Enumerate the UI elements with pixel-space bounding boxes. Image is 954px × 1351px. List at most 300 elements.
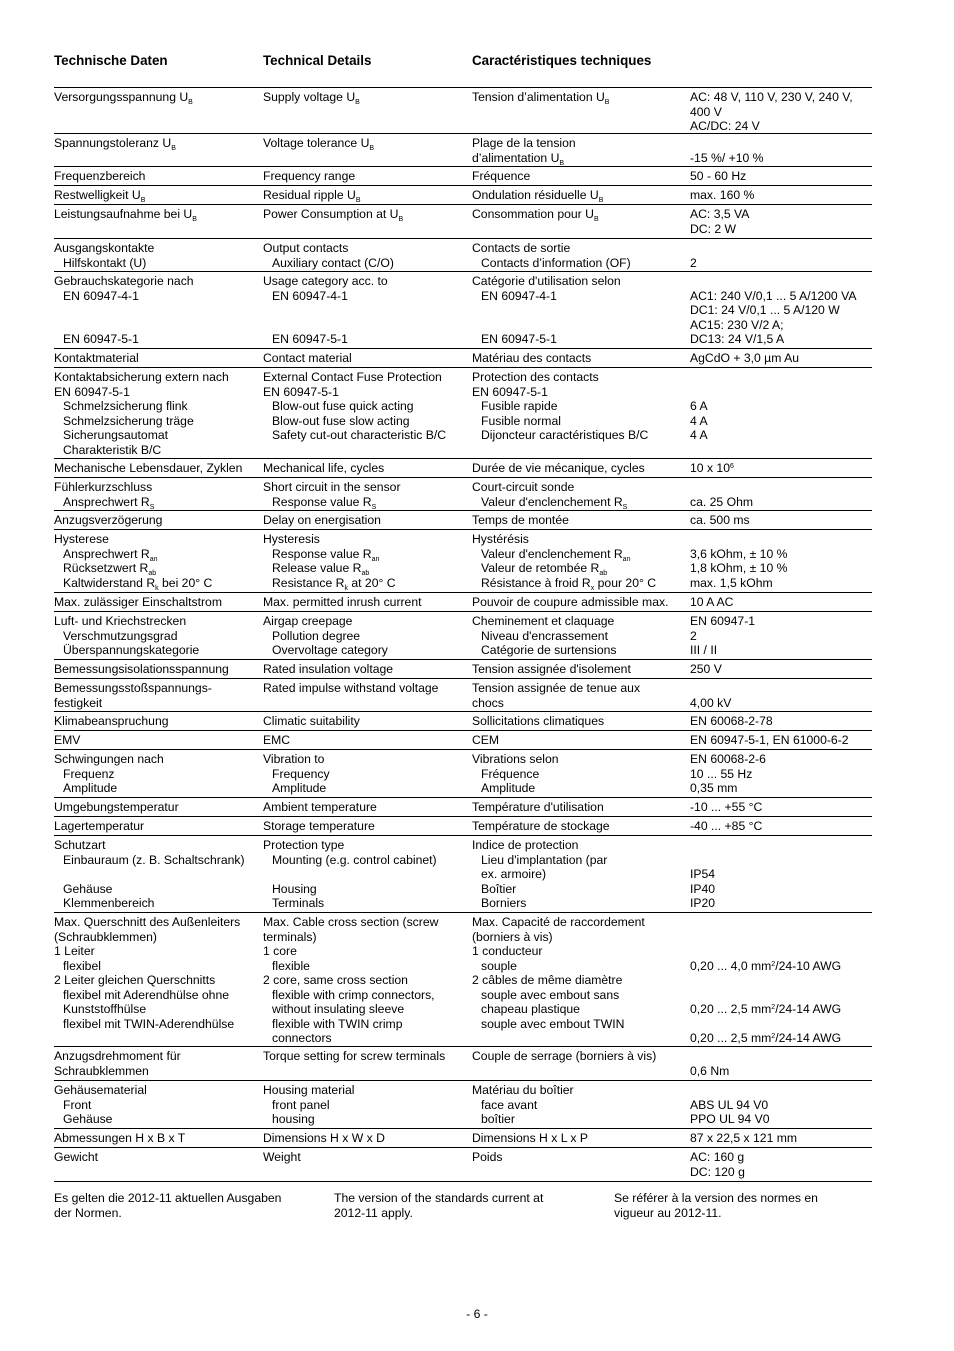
- cell-line: EMC: [263, 733, 291, 747]
- cell-line: Housing material: [263, 1083, 355, 1097]
- cell-french: [472, 614, 617, 658]
- table-row: [54, 167, 872, 186]
- cell-line: Schutzart: [54, 838, 106, 852]
- cell-english: [263, 513, 381, 528]
- cell-value: [690, 915, 841, 1046]
- cell-english: [263, 461, 384, 476]
- cell-line: Einbauraum (z. B. Schaltschrank): [63, 852, 245, 867]
- cell-line: 87 x 22,5 x 121 mm: [690, 1131, 798, 1145]
- cell-french: [472, 188, 603, 203]
- cell-line: Schmelzsicherung flink: [63, 399, 188, 413]
- cell-german: [54, 915, 240, 1031]
- cell-line: Versorgungsspannung $U_B$: [54, 90, 193, 106]
- cell-line: [690, 853, 715, 868]
- cell-line: Kaltwiderstand $R_k$ bei 20° C: [63, 575, 213, 592]
- cell-line: PPO UL 94 V0: [690, 1112, 770, 1126]
- cell-value: [690, 595, 733, 610]
- cell-line: IP54: [690, 867, 716, 881]
- cell-line: Max. Querschnitt des Außenleiters: [54, 915, 241, 929]
- cell-value: [690, 169, 746, 184]
- cell-line: Frequenzbereich: [54, 169, 146, 183]
- cell-french: [472, 800, 604, 815]
- cell-line: Poids: [472, 1150, 503, 1164]
- cell-line: Umgebungstemperatur: [54, 800, 179, 814]
- cell-line: Gebrauchskategorie nach: [54, 274, 194, 288]
- cell-value: [690, 614, 755, 658]
- cell-line: Vibrations selon: [472, 752, 559, 766]
- cell-english: [263, 90, 360, 105]
- header-german: Technische Daten: [54, 53, 168, 68]
- cell-line: Hysteresis: [263, 532, 320, 546]
- cell-english: [263, 733, 290, 748]
- cell-german: [54, 370, 229, 457]
- cell-line: [690, 1049, 729, 1064]
- cell-line: EN 60947-4-1: [63, 288, 139, 303]
- page-number: - 6 -: [466, 1307, 488, 1321]
- table-row: [54, 134, 872, 167]
- cell-line: chapeau plastique: [481, 1002, 580, 1016]
- cell-line: Front: [63, 1097, 92, 1112]
- cell-value: [690, 532, 787, 590]
- cell-line: flexible: [272, 958, 310, 973]
- cell-line: Lagertemperatur: [54, 819, 145, 833]
- cell-line: (Schraubklemmen): [54, 929, 157, 944]
- cell-german: [54, 595, 222, 610]
- cell-line: Usage category acc. to: [263, 274, 388, 288]
- cell-line: Durée de vie mécanique, cycles: [472, 461, 645, 475]
- cell-line: face avant: [481, 1097, 538, 1112]
- cell-line: Rated insulation voltage: [263, 662, 394, 676]
- cell-line: -40 ... +85 °C: [690, 819, 763, 833]
- cell-line: Rücksetzwert $R_{ab}$: [63, 561, 157, 577]
- cell-line: Max. permitted inrush current: [263, 595, 422, 609]
- cell-line: Leistungsaufnahme bei $U_B$: [54, 207, 197, 223]
- cell-line: flexibel mit Aderendhülse ohne: [63, 987, 229, 1002]
- cell-english: [263, 188, 360, 203]
- cell-line: d’alimentation $U_B$: [472, 150, 565, 167]
- cell-line: max. 1,5 kOhm: [690, 575, 773, 590]
- cell-line: Airgap creepage: [263, 614, 353, 628]
- cell-french: [472, 1083, 574, 1127]
- cell-line: Catégorie d'utilisation selon: [472, 274, 621, 288]
- cell-line: Short circuit in the sensor: [263, 480, 401, 494]
- cell-line: Hilfskontakt (U): [63, 255, 147, 270]
- cell-line: Tension assignée d'isolement: [472, 662, 631, 676]
- table-row: [54, 731, 872, 750]
- cell-line: [54, 867, 245, 882]
- cell-line: Climatic suitability: [263, 714, 360, 728]
- cell-german: [54, 838, 245, 911]
- table-row: [54, 660, 872, 679]
- cell-value: [690, 733, 849, 748]
- cell-line: without insulating sleeve: [272, 1002, 405, 1016]
- cell-line: Bemessungsstoßspannungs-: [54, 681, 212, 695]
- cell-line: AC15: 230 V/2 A;: [690, 317, 784, 332]
- cell-line: Résistance à froid $R_x$ pour 20° C: [481, 575, 657, 592]
- cell-german: [54, 241, 154, 270]
- cell-line: 0,35 mm: [690, 781, 738, 795]
- cell-line: 1 conducteur: [472, 944, 543, 958]
- cell-line: flexible with crimp connectors,: [272, 987, 435, 1002]
- cell-line: Ambient temperature: [263, 800, 377, 814]
- cell-line: Anzugsverzögerung: [54, 513, 163, 527]
- cell-line: Amplitude: [272, 781, 327, 795]
- cell-german: [54, 714, 169, 729]
- table-row: [54, 913, 872, 1047]
- cell-line: AC1: 240 V/0,1 ... 5 A/1200 VA: [690, 288, 857, 303]
- cell-value: [690, 207, 749, 236]
- cell-english: [263, 169, 355, 184]
- cell-line: Niveau d'encrassement: [481, 628, 608, 643]
- cell-english: [263, 1083, 354, 1127]
- cell-line: EN 60947-5-1: [472, 384, 548, 399]
- cell-line: (borniers à vis): [472, 929, 553, 944]
- cell-line: Indice de protection: [472, 838, 579, 852]
- cell-english: [263, 207, 403, 222]
- cell-line: Output contacts: [263, 241, 349, 255]
- cell-line: Hysterese: [54, 532, 109, 546]
- cell-line: 2: [690, 628, 697, 643]
- cell-line: Klemmenbereich: [63, 896, 155, 910]
- cell-line: CEM: [472, 733, 500, 747]
- cell-line: Resistance $R_k$ at 20° C: [272, 575, 396, 592]
- cell-english: [263, 274, 388, 347]
- cell-line: -15 %/ +10 %: [690, 150, 764, 165]
- cell-line: Protection type: [263, 838, 345, 852]
- cell-line: Rated impulse withstand voltage: [263, 681, 439, 695]
- cell-line: Klimabeanspruchung: [54, 714, 169, 728]
- cell-line: Température de stockage: [472, 819, 610, 833]
- table-row: [54, 511, 872, 530]
- table-row: [54, 593, 872, 612]
- cell-line: Kunststoffhülse: [63, 1002, 147, 1016]
- cell-line: Storage temperature: [263, 819, 375, 833]
- cell-line: Sicherungsautomat: [63, 428, 169, 442]
- cell-line: Lieu d'implantation (par: [481, 852, 608, 867]
- cell-line: 0,20 ... 4,0 $mm^2/24-10$ AWG: [690, 958, 842, 973]
- cell-value: [690, 800, 762, 815]
- cell-line: Pollution degree: [272, 628, 361, 643]
- cell-german: [54, 662, 229, 677]
- cell-line: Sollicitations climatiques: [472, 714, 605, 728]
- cell-line: Gehäuse: [63, 1112, 113, 1126]
- cell-line: Matériau des contacts: [472, 351, 592, 365]
- cell-line: [690, 838, 715, 853]
- table-row: [54, 1129, 872, 1148]
- cell-german: [54, 614, 199, 658]
- cell-line: chocs: [472, 695, 504, 710]
- cell-line: AC: 160 g: [690, 1150, 745, 1164]
- cell-value: [690, 274, 856, 347]
- cell-line: Charakteristik B/C: [63, 442, 162, 457]
- cell-line: Abmessungen H x B x T: [54, 1131, 186, 1145]
- cell-line: Überspannungskategorie: [63, 643, 200, 657]
- cell-line: DC: 2 W: [690, 221, 737, 236]
- cell-german: [54, 1083, 147, 1127]
- cell-line: 2: [690, 255, 697, 270]
- cell-line: Spannungstoleranz $U_B$: [54, 136, 176, 152]
- cell-german: [54, 1131, 185, 1146]
- cell-line: EN 60947-5-1, EN 61000-6-2: [690, 733, 849, 747]
- cell-german: [54, 480, 154, 509]
- table-row: [54, 239, 872, 272]
- cell-english: [263, 838, 437, 911]
- cell-line: Luft- und Kriechstrecken: [54, 614, 187, 628]
- cell-line: ABS UL 94 V0: [690, 1097, 769, 1112]
- cell-line: Bemessungsisolationsspannung: [54, 662, 229, 676]
- table-row: [54, 750, 872, 798]
- cell-french: [472, 595, 668, 610]
- cell-line: DC: 120 g: [690, 1164, 745, 1179]
- table-row: [54, 88, 872, 134]
- table-row: [54, 368, 872, 459]
- cell-line: boîtier: [481, 1112, 515, 1126]
- cell-line: [690, 915, 841, 930]
- note-line: Se référer à la version des normes en: [614, 1191, 818, 1205]
- cell-line: Weight: [263, 1150, 301, 1164]
- cell-line: Ansprechwert $R_S$: [63, 494, 155, 511]
- cell-value: [690, 351, 799, 366]
- cell-line: [690, 988, 841, 1003]
- cell-french: [472, 714, 604, 729]
- cell-line: Mechanical life, cycles: [263, 461, 385, 475]
- cell-line: Gehäusematerial: [54, 1083, 147, 1097]
- cell-german: [54, 1150, 98, 1165]
- cell-line: Ondulation résiduelle $U_B$: [472, 188, 604, 204]
- table-row: [54, 679, 872, 712]
- note-french: [614, 1191, 864, 1220]
- cell-line: Verschmutzungsgrad: [63, 628, 178, 643]
- table-row: [54, 349, 872, 368]
- cell-line: Fréquence: [481, 766, 540, 781]
- cell-french: [472, 819, 610, 834]
- cell-french: [472, 461, 645, 476]
- cell-value: [690, 714, 773, 729]
- cell-line: front panel: [272, 1097, 330, 1112]
- cell-german: [54, 819, 144, 834]
- cell-line: Mechanische Lebensdauer, Zyklen: [54, 461, 243, 475]
- cell-line: Response value $R_{an}$: [272, 546, 380, 563]
- cell-line: [690, 370, 708, 385]
- cell-german: [54, 733, 80, 748]
- cell-line: [690, 944, 841, 959]
- cell-line: [54, 303, 194, 318]
- cell-line: Schmelzsicherung träge: [63, 413, 194, 428]
- cell-line: 4 A: [690, 428, 708, 442]
- cell-line: 10 A AC: [690, 595, 734, 609]
- cell-line: EN 60947-1: [690, 614, 756, 628]
- cell-line: 1 core: [263, 944, 297, 958]
- cell-line: Dimensions H x L x P: [472, 1131, 589, 1145]
- cell-value: [690, 681, 731, 710]
- cell-line: Max. zulässiger Einschaltstrom: [54, 595, 222, 609]
- cell-line: [690, 136, 764, 151]
- cell-line: Kontaktmaterial: [54, 351, 139, 365]
- cell-french: [472, 1131, 588, 1146]
- cell-line: Valeur de retombée $R_{ab}$: [481, 561, 608, 577]
- cell-line: housing: [272, 1112, 315, 1126]
- cell-german: [54, 681, 212, 710]
- cell-line: 2 Leiter gleichen Querschnitts: [54, 973, 216, 987]
- cell-german: [54, 169, 145, 184]
- cell-line: Fusible normal: [481, 413, 561, 428]
- cell-english: [263, 595, 422, 610]
- cell-english: [263, 681, 438, 696]
- cell-line: External Contact Fuse Protection: [263, 370, 442, 384]
- cell-line: Court-circuit sonde: [472, 480, 575, 494]
- cell-line: Plage de la tension: [472, 136, 576, 150]
- cell-english: [263, 1150, 301, 1165]
- cell-line: Delay on energisation: [263, 513, 381, 527]
- cell-line: 0,20 ... 2,5 $mm^2/24-14$ AWG: [690, 1002, 842, 1016]
- cell-value: [690, 1150, 745, 1179]
- cell-line: festigkeit: [54, 695, 103, 710]
- cell-line: Terminals: [272, 896, 325, 910]
- cell-line: EN 60947-4-1: [481, 288, 557, 303]
- cell-french: [472, 733, 499, 748]
- cell-line: Température d'utilisation: [472, 800, 604, 814]
- cell-line: connectors: [272, 1031, 332, 1045]
- cell-line: -10 ... +55 °C: [690, 800, 763, 814]
- cell-line: Pouvoir de coupure admissible max.: [472, 595, 669, 609]
- cell-german: [54, 90, 193, 105]
- cell-line: Max. Cable cross section (screw: [263, 915, 439, 929]
- cell-line: Ansprechwert $R_{an}$: [63, 546, 158, 563]
- cell-line: Contacts d’information (OF): [481, 255, 631, 270]
- cell-line: Restwelligkeit $U_B$: [54, 188, 146, 204]
- cell-line: Contact material: [263, 351, 352, 365]
- cell-line: [690, 1017, 841, 1032]
- cell-line: Couple de serrage (borniers à vis): [472, 1049, 657, 1063]
- cell-line: flexible with TWIN crimp: [272, 1016, 403, 1031]
- cell-line: souple avec embout TWIN: [481, 1016, 625, 1031]
- cell-line: Blow-out fuse slow acting: [272, 413, 410, 428]
- cell-line: DC13: 24 V/1,5 A: [690, 332, 785, 346]
- cell-line: EN 60947-5-1: [63, 332, 139, 346]
- cell-french: [472, 207, 599, 222]
- cell-french: [472, 136, 576, 165]
- cell-french: [472, 241, 631, 270]
- cell-line: Safety cut-out characteristic B/C: [272, 428, 447, 442]
- cell-line: EN 60947-5-1: [54, 384, 130, 399]
- cell-value: [690, 1131, 797, 1146]
- cell-german: [54, 274, 194, 347]
- cell-english: [263, 1131, 385, 1146]
- header-english: Technical Details: [263, 53, 372, 68]
- cell-line: ex. armoire): [481, 867, 547, 881]
- cell-french: [472, 752, 559, 796]
- cell-line: Catégorie de surtensions: [481, 643, 617, 657]
- cell-value: [690, 752, 766, 796]
- cell-value: [690, 241, 697, 270]
- cell-english: [263, 480, 401, 509]
- cell-line: Tension assignée de tenue aux: [472, 681, 641, 695]
- cell-french: [472, 169, 530, 184]
- cell-line: [690, 385, 708, 400]
- cell-line: [690, 930, 841, 945]
- cell-line: Blow-out fuse quick acting: [272, 399, 414, 413]
- cell-french: [472, 838, 607, 911]
- cell-line: 10 ... 55 Hz: [690, 766, 753, 781]
- cell-line: 50 - 60 Hz: [690, 169, 747, 183]
- cell-english: [263, 136, 374, 151]
- cell-line: Frequency range: [263, 169, 356, 183]
- cell-line: 6 A: [690, 399, 708, 413]
- cell-line: [690, 480, 753, 495]
- table-row: [54, 478, 872, 511]
- cell-line: EN 60068-2-78: [690, 714, 773, 728]
- cell-line: terminals): [263, 929, 317, 944]
- cell-line: 4 A: [690, 413, 708, 428]
- cell-value: [690, 188, 754, 203]
- table-row: [54, 1081, 872, 1129]
- cell-line: Amplitude: [481, 781, 536, 795]
- cell-line: Auxiliary contact (C/O): [272, 255, 394, 270]
- table-row: [54, 836, 872, 913]
- cell-french: [472, 274, 621, 347]
- cell-french: [472, 351, 591, 366]
- cell-english: [263, 532, 396, 590]
- cell-line: Anzugsdrehmoment für: [54, 1049, 181, 1063]
- cell-line: 0,6 Nm: [690, 1063, 730, 1078]
- cell-line: souple avec embout sans: [481, 987, 620, 1002]
- cell-line: Schwingungen nach: [54, 752, 164, 766]
- cell-german: [54, 461, 242, 476]
- cell-line: AC: 48 V, 110 V, 230 V, 240 V,: [690, 90, 853, 104]
- cell-value: [690, 461, 734, 476]
- cell-german: [54, 207, 197, 222]
- cell-line: Ausgangskontakte: [54, 241, 155, 255]
- cell-english: [263, 819, 375, 834]
- cell-line: Supply voltage $U_B$: [263, 90, 360, 106]
- cell-line: Torque setting for screw terminals: [263, 1049, 446, 1063]
- cell-line: Fusible rapide: [481, 399, 558, 413]
- technical-data-table: [54, 87, 872, 1182]
- note-line: vigueur au 2012-11.: [614, 1205, 722, 1220]
- cell-value: [690, 1083, 770, 1127]
- cell-line: Mounting (e.g. control cabinet): [272, 852, 437, 867]
- cell-line: 1 Leiter: [54, 944, 95, 958]
- cell-english: [263, 614, 388, 658]
- header-french: Caractéristiques techniques: [472, 53, 652, 68]
- cell-line: Hystérésis: [472, 532, 529, 546]
- cell-line: Frequency: [272, 766, 330, 781]
- cell-line: [472, 303, 621, 318]
- table-row: [54, 272, 872, 349]
- cell-german: [54, 188, 145, 203]
- cell-line: ca. 500 ms: [690, 513, 750, 527]
- cell-line: 4,00 kV: [690, 695, 732, 710]
- cell-value: [690, 662, 722, 677]
- cell-line: Frequenz: [63, 766, 115, 781]
- cell-line: Power Consumption at $U_B$: [263, 207, 404, 223]
- note-english: [334, 1191, 584, 1220]
- cell-line: [54, 318, 194, 333]
- cell-line: Consommation pour $U_B$: [472, 207, 599, 223]
- cell-line: Kontaktabsicherung extern nach: [54, 370, 229, 384]
- cell-line: Amplitude: [63, 781, 118, 795]
- table-row: [54, 530, 872, 593]
- cell-line: AgCdO + 3,0 µm Au: [690, 351, 799, 365]
- cell-line: [472, 318, 621, 333]
- cell-french: [472, 370, 648, 443]
- cell-english: [263, 351, 352, 366]
- cell-german: [54, 800, 179, 815]
- cell-line: [263, 318, 388, 333]
- cell-line: Release value $R_{ab}$: [272, 561, 370, 577]
- cell-value: [690, 513, 750, 528]
- cell-line: Temps de montée: [472, 513, 569, 527]
